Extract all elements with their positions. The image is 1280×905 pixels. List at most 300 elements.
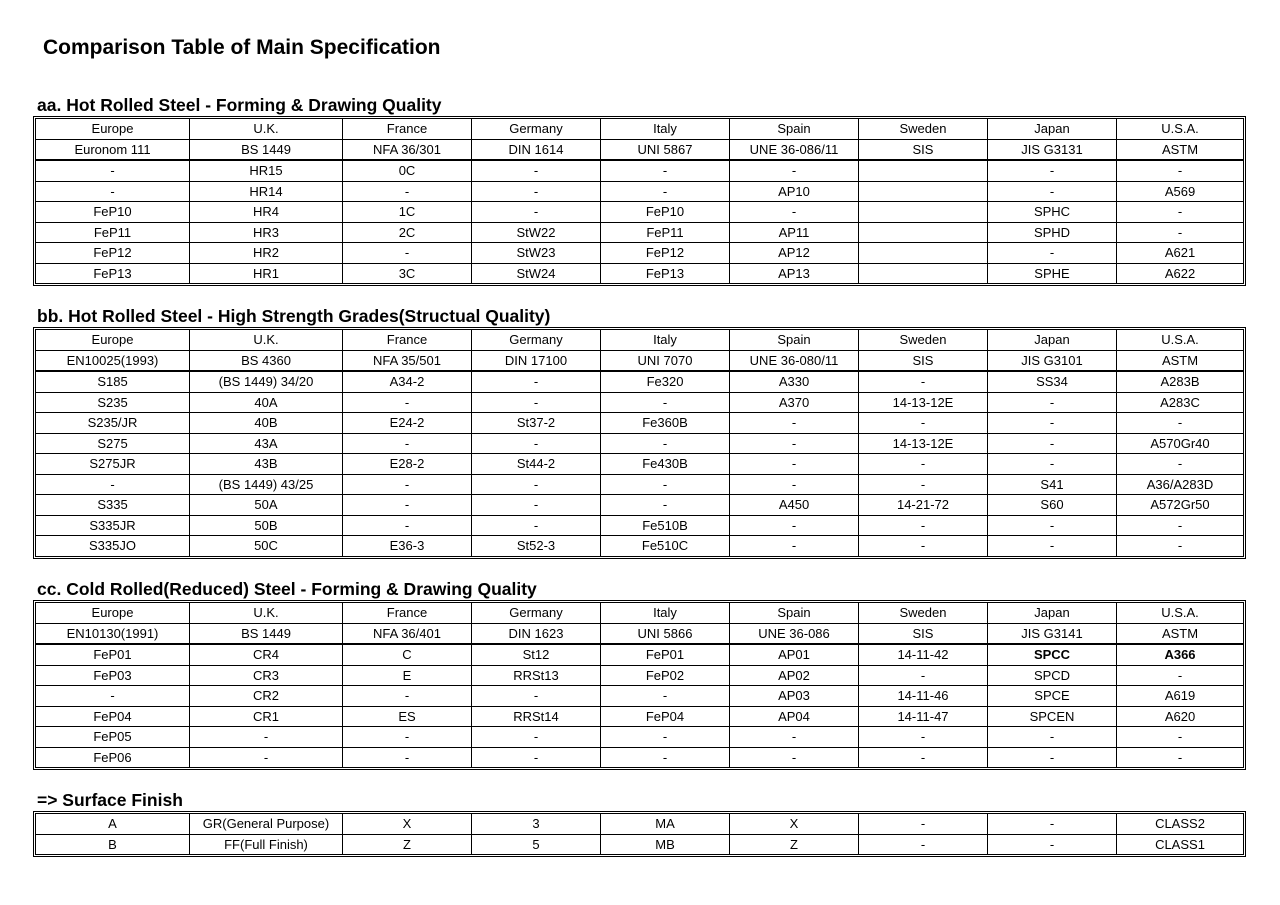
table-cell: S185 [36,372,190,393]
table-cell: - [730,202,859,223]
table-cell: HR4 [190,202,343,223]
table-cell: S335 [36,495,190,516]
table-row [36,536,1243,556]
page-title: Comparison Table of Main Specification [43,36,441,59]
table-cell: 50A [190,495,343,516]
table-cell: UNI 7070 [601,351,730,373]
table-row [36,182,1243,203]
table-cell: Euronom 111 [36,140,190,162]
table-cell: - [472,202,601,223]
table-cell: - [343,748,472,768]
table-cell: ASTM [1117,351,1243,373]
table-cell: St52-3 [472,536,601,556]
table-standards-row [36,140,1243,162]
table-cell: A283B [1117,372,1243,393]
table-cell: U.K. [190,603,343,624]
table-row [36,707,1243,728]
table-cell: - [36,475,190,496]
table-cell: - [730,727,859,748]
table-cell: - [730,434,859,455]
table-cell: - [343,686,472,707]
table-cell: A330 [730,372,859,393]
table-cell: - [472,182,601,203]
table-cell: - [601,182,730,203]
table-cell: - [472,393,601,414]
table-cell: - [601,161,730,182]
table-cell: - [190,748,343,768]
table-cell: Spain [730,119,859,140]
table-cell: - [988,748,1117,768]
table-row [36,243,1243,264]
table-cell: - [859,475,988,496]
table-cell: - [36,182,190,203]
table-row [36,161,1243,182]
table-cell: FeP13 [36,264,190,284]
table-cell: - [1177,538,1183,554]
table-cell: France [343,603,472,624]
table-cell: StW22 [472,223,601,244]
table-cell: Z [343,835,472,855]
table-cell: - [472,686,601,707]
table-cell: - [472,475,601,496]
table-cell: EN10130(1991) [36,624,190,646]
table-cell: ASTM [1117,624,1243,646]
table-cell: E24-2 [343,413,472,434]
table-cell: - [190,727,343,748]
table-cell: France [343,119,472,140]
table-cell: - [730,413,859,434]
table-cell: 43A [190,434,343,455]
table-cell: - [988,182,1117,203]
table-cell: Germany [472,603,601,624]
table-cell: HR3 [190,223,343,244]
table-cell: - [601,434,730,455]
table-cell: MB [601,835,730,855]
table-cell: SPCEN [988,707,1117,728]
table-row [36,516,1243,537]
table-cell: HR14 [190,182,343,203]
table-cell: ES [343,707,472,728]
table-cell: FeP04 [36,707,190,728]
table-cell: A569 [1117,182,1243,203]
table-cell: CR2 [190,686,343,707]
table-cell: - [988,835,1117,855]
table-cell [859,243,988,264]
table-cell: AP13 [730,264,859,284]
table-cell: - [1117,223,1243,244]
table-cell: 50B [190,516,343,537]
table-cell: Germany [472,119,601,140]
table-cell: - [1117,454,1243,475]
table-cell: Fe320 [601,372,730,393]
table-cell: - [343,243,472,264]
table-cell: FeP01 [36,645,190,666]
table-cell: - [343,393,472,414]
table-cell: U.S.A. [1117,603,1243,624]
table-cell: - [988,243,1117,264]
table-cell: - [988,413,1117,434]
table-cell: U.K. [190,330,343,351]
table-cell: NFA 35/501 [343,351,472,373]
table-cell: A366 [1117,645,1243,666]
table-cell: - [1117,161,1243,182]
table-cell: - [601,393,730,414]
table-cell: E [343,666,472,687]
spec-table [33,116,1246,286]
table-cell: A622 [1164,265,1196,281]
table-cell: S335JR [36,516,190,537]
table-cell: A370 [730,393,859,414]
table-cell: EN10025(1993) [36,351,190,373]
table-cell: - [343,727,472,748]
table-cell: AP12 [730,243,859,264]
table-cell: Japan [988,330,1117,351]
table-row [36,686,1243,707]
table-cell: 43B [190,454,343,475]
table-cell: - [601,475,730,496]
table-cell: - [859,835,988,855]
table-cell: - [1117,413,1243,434]
table-cell: FeP02 [601,666,730,687]
table-cell: BS 1449 [190,624,343,646]
table-cell: A570Gr40 [1117,434,1243,455]
table-cell: Europe [36,119,190,140]
table-cell: - [343,434,472,455]
table-cell: GR(General Purpose) [190,814,343,835]
table-cell: FeP04 [601,707,730,728]
table-cell: UNI 5866 [601,624,730,646]
table-cell: - [988,434,1117,455]
table-cell: AP03 [730,686,859,707]
section-surface-finish [33,789,1246,857]
section-cold-rolled-forming [33,578,1246,770]
table-cell: A572Gr50 [1117,495,1243,516]
table-cell: - [472,161,601,182]
table-cell: - [601,495,730,516]
table-cell: FeP06 [36,748,190,768]
table-cell: A619 [1117,686,1243,707]
table-cell: 14-13-12E [859,434,988,455]
table-cell: St12 [472,645,601,666]
table-cell [859,223,988,244]
table-row [36,413,1243,434]
table-cell: - [343,182,472,203]
table-row [36,645,1243,666]
table-cell: HR2 [190,243,343,264]
table-cell: - [472,434,601,455]
table-cell: S41 [988,475,1117,496]
table-cell: 3 [472,814,601,835]
table-cell: A34-2 [343,372,472,393]
table-cell: HR1 [190,264,343,284]
table-cell: Sweden [859,603,988,624]
table-cell: - [859,536,988,556]
table-cell: E36-3 [343,536,472,556]
table-cell: NFA 36/301 [343,140,472,162]
table-row [36,748,1243,768]
table-cell: BS 1449 [190,140,343,162]
table-cell: Italy [601,603,730,624]
section-hot-rolled-forming [33,94,1246,286]
table-cell: - [343,495,472,516]
table-cell: - [859,748,988,768]
table-cell: - [859,666,988,687]
table-row [36,727,1243,748]
table-cell: - [730,748,859,768]
table-cell: FeP13 [601,264,730,284]
table-cell: - [1177,749,1183,765]
table-cell: 40B [190,413,343,434]
table-cell: - [988,536,1117,556]
table-cell: S60 [988,495,1117,516]
table-cell: AP10 [730,182,859,203]
table-cell: NFA 36/401 [343,624,472,646]
section-title: cc. Cold Rolled(Reduced) Steel - Forming & Drawing Quality [37,579,537,599]
table-cell: SPCD [988,666,1117,687]
table-cell [859,202,988,223]
table-cell: C [343,645,472,666]
table-cell [859,161,988,182]
table-cell: SIS [859,140,988,162]
table-cell: - [36,161,190,182]
table-cell: - [859,727,988,748]
table-cell: DIN 1614 [472,140,601,162]
table-cell: St44-2 [472,454,601,475]
table-cell: - [601,727,730,748]
table-row [36,454,1243,475]
table-cell: Germany [472,330,601,351]
table-cell: MA [601,814,730,835]
table-row [36,495,1243,516]
table-cell: CLASS1 [1155,836,1205,852]
table-cell: 3C [343,264,472,284]
table-cell: StW24 [472,264,601,284]
table-cell: Sweden [859,330,988,351]
table-cell: UNE 36-080/11 [730,351,859,373]
table-cell: UNE 36-086/11 [730,140,859,162]
table-cell: HR15 [190,161,343,182]
table-cell: A620 [1117,707,1243,728]
table-cell: Sweden [859,119,988,140]
section-hot-rolled-high-strength [33,305,1246,559]
section-title: aa. Hot Rolled Steel - Forming & Drawing Quality [37,95,442,115]
table-cell: CR3 [190,666,343,687]
table-cell: A [36,814,190,835]
table-cell: AP02 [730,666,859,687]
table-cell: SPHD [988,223,1117,244]
table-row [36,835,1243,855]
table-cell: Japan [988,119,1117,140]
table-cell: CLASS2 [1117,814,1243,835]
table-cell: SPCC [988,645,1117,666]
table-cell: (BS 1449) 43/25 [190,475,343,496]
table-cell: Europe [36,330,190,351]
table-cell: DIN 17100 [472,351,601,373]
table-cell: DIN 1623 [472,624,601,646]
table-cell: FeP11 [36,223,190,244]
table-cell: AP01 [730,645,859,666]
section-title: bb. Hot Rolled Steel - High Strength Grades(Structual Quality) [37,306,551,326]
table-cell: SPCE [988,686,1117,707]
table-cell: - [601,686,730,707]
table-cell: - [1117,202,1243,223]
table-cell: FeP03 [36,666,190,687]
table-cell: FeP12 [601,243,730,264]
table-cell: RRSt13 [472,666,601,687]
section-title: => Surface Finish [37,790,183,810]
table-cell: Italy [601,119,730,140]
table-cell: FeP12 [36,243,190,264]
table-row [36,475,1243,496]
table-row [36,393,1243,414]
table-cell: - [859,454,988,475]
table-cell: JIS G3131 [988,140,1117,162]
table-cell: E28-2 [343,454,472,475]
spec-table [33,327,1246,559]
table-cell: X [730,814,859,835]
table-cell: - [859,413,988,434]
table-cell: 0C [343,161,472,182]
table-cell: - [1117,516,1243,537]
table-cell: - [472,372,601,393]
table-cell: RRSt14 [472,707,601,728]
table-cell: A283C [1117,393,1243,414]
table-cell: B [36,835,190,855]
table-cell: - [730,536,859,556]
table-cell [859,264,988,284]
table-cell: Fe510C [601,536,730,556]
table-cell: 14-11-42 [859,645,988,666]
table-cell: - [988,814,1117,835]
table-cell: AP04 [730,707,859,728]
table-cell: ASTM [1117,140,1243,162]
table-standards-row [36,624,1243,646]
table-cell: U.S.A. [1117,119,1243,140]
table-cell: - [988,161,1117,182]
table-standards-row [36,351,1243,373]
table-cell: 14-13-12E [859,393,988,414]
table-cell: Fe430B [601,454,730,475]
table-cell: - [472,727,601,748]
table-cell: JIS G3101 [988,351,1117,373]
table-row [36,434,1243,455]
table-row [36,666,1243,687]
table-cell: - [730,161,859,182]
table-cell: AP11 [730,223,859,244]
table-cell: St37-2 [472,413,601,434]
table-cell: CR4 [190,645,343,666]
table-cell: FeP11 [601,223,730,244]
table-cell: Fe360B [601,413,730,434]
table-cell: - [472,748,601,768]
table-cell: UNI 5867 [601,140,730,162]
table-cell: - [988,454,1117,475]
table-cell: FeP01 [601,645,730,666]
table-cell: - [343,516,472,537]
table-cell: - [859,516,988,537]
table-cell: - [343,475,472,496]
table-cell: Z [730,835,859,855]
table-cell: SPHE [988,264,1117,284]
table-cell: JIS G3141 [988,624,1117,646]
table-cell: - [988,516,1117,537]
table-cell: A621 [1117,243,1243,264]
table-cell: - [988,727,1117,748]
table-cell: - [730,475,859,496]
table-cell: - [988,393,1117,414]
table-cell: U.K. [190,119,343,140]
table-cell: - [1117,727,1243,748]
table-cell: 2C [343,223,472,244]
table-cell: - [859,372,988,393]
table-cell: BS 4360 [190,351,343,373]
table-cell: Italy [601,330,730,351]
table-cell: - [36,686,190,707]
table-cell: 40A [190,393,343,414]
table-cell: A450 [730,495,859,516]
table-cell: SPHC [988,202,1117,223]
table-cell: 14-21-72 [859,495,988,516]
table-cell: FeP10 [601,202,730,223]
table-cell: Spain [730,603,859,624]
table-cell: SS34 [988,372,1117,393]
table-cell: - [601,748,730,768]
table-cell: 14-11-47 [859,707,988,728]
table-header-row [36,119,1243,140]
table-header-row [36,603,1243,624]
table-cell: - [472,495,601,516]
table-header-row [36,330,1243,351]
table-cell: X [343,814,472,835]
table-row [36,223,1243,244]
table-cell: - [859,814,988,835]
table-cell: FeP10 [36,202,190,223]
table-cell: SIS [859,351,988,373]
table-cell: Europe [36,603,190,624]
table-cell: A36/A283D [1117,475,1243,496]
table-cell: S235/JR [36,413,190,434]
table-row [36,202,1243,223]
table-cell: StW23 [472,243,601,264]
table-cell: - [730,516,859,537]
table-row [36,264,1243,284]
table-cell: (BS 1449) 34/20 [190,372,343,393]
table-cell: 50C [190,536,343,556]
spec-table [33,811,1246,857]
table-cell: Spain [730,330,859,351]
table-cell: FF(Full Finish) [190,835,343,855]
table-cell: 14-11-46 [859,686,988,707]
spec-table [33,600,1246,770]
table-cell: U.S.A. [1117,330,1243,351]
table-cell: - [1117,666,1243,687]
table-cell: Fe510B [601,516,730,537]
table-cell: 5 [472,835,601,855]
table-cell: S335JO [36,536,190,556]
table-cell: Japan [988,603,1117,624]
table-cell: S235 [36,393,190,414]
table-row [36,814,1243,835]
table-cell: France [343,330,472,351]
table-cell: 1C [343,202,472,223]
table-cell: S275JR [36,454,190,475]
table-cell: - [730,454,859,475]
table-cell: CR1 [190,707,343,728]
table-cell: UNE 36-086 [730,624,859,646]
table-row [36,372,1243,393]
table-cell [859,182,988,203]
table-cell: - [472,516,601,537]
